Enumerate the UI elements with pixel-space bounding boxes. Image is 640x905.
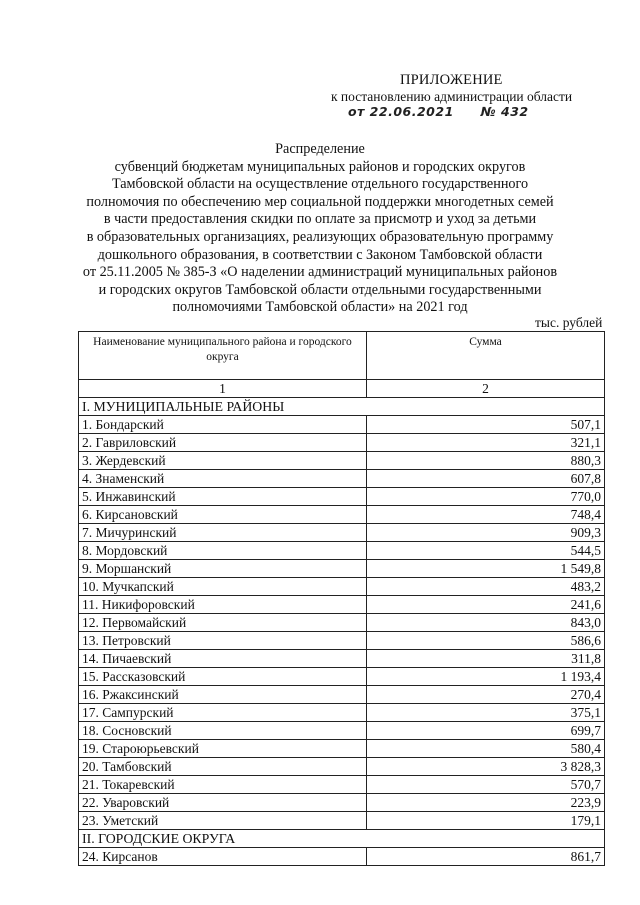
table-row [79,614,605,632]
district-name: 9. Моршанский [79,560,367,578]
table-row [79,506,605,524]
district-name: 10. Мучкапский [79,578,367,596]
subsidy-amount: 586,6 [367,632,605,650]
column-number-row [79,380,605,398]
district-name: 17. Сампурский [79,704,367,722]
subsidy-amount: 321,1 [367,434,605,452]
subsidy-table [78,331,605,866]
subsidy-amount: 311,8 [367,650,605,668]
table-row [79,812,605,830]
section-title: II. ГОРОДСКИЕ ОКРУГА [79,830,605,848]
table-row [79,776,605,794]
subsidy-amount: 223,9 [367,794,605,812]
table-row [79,704,605,722]
document-title [60,141,580,317]
section-row [79,830,605,848]
subsidy-amount: 241,6 [367,596,605,614]
table-row [79,722,605,740]
header-sum: Сумма [367,332,605,380]
table-row [79,632,605,650]
district-name: 24. Кирсанов [79,848,367,866]
table-row [79,686,605,704]
handwritten-number: № 432 [480,104,529,119]
district-name: 6. Кирсановский [79,506,367,524]
district-name: 11. Никифоровский [79,596,367,614]
table-row [79,560,605,578]
district-name: 12. Первомайский [79,614,367,632]
units-label: тыс. рублей [535,315,603,330]
subsidy-amount: 909,3 [367,524,605,542]
table-row [79,668,605,686]
table-row [79,434,605,452]
table-row [79,578,605,596]
district-name: 8. Мордовский [79,542,367,560]
header-name: Наименование муниципального района и городского округа [79,332,367,380]
district-name: 15. Рассказовский [79,668,367,686]
subsidy-amount: 375,1 [367,704,605,722]
table-row [79,452,605,470]
document-title-line: дошкольного образования, в соответствии с Законом Тамбовской области [97,246,543,263]
district-name: 3. Жердевский [79,452,367,470]
district-name: 4. Знаменский [79,470,367,488]
district-name: 20. Тамбовский [79,758,367,776]
subsidy-amount: 607,8 [367,470,605,488]
subsidy-amount: 861,7 [367,848,605,866]
subsidy-amount: 3 828,3 [367,758,605,776]
district-name: 7. Мичуринский [79,524,367,542]
district-name: 16. Ржаксинский [79,686,367,704]
appendix-subtitle: к постановлению администрации области [331,89,573,104]
table-row [79,758,605,776]
document-title-line: субвенций бюджетам муниципальных районов и городских округов [114,158,526,175]
table-header-row [79,332,605,380]
subsidy-amount: 580,4 [367,740,605,758]
table-row [79,740,605,758]
table-row [79,650,605,668]
subsidy-amount: 544,5 [367,542,605,560]
district-name: 18. Сосновский [79,722,367,740]
appendix-title: ПРИЛОЖЕНИЕ [400,72,503,88]
document-title-line: и городских округов Тамбовской области отдельными государственными [98,281,542,298]
table-row [79,542,605,560]
column-number-1: 1 [79,380,367,398]
district-name: 14. Пичаевский [79,650,367,668]
subsidy-amount: 570,7 [367,776,605,794]
table-row [79,416,605,434]
subsidy-amount: 179,1 [367,812,605,830]
table-row [79,794,605,812]
district-name: 5. Инжавинский [79,488,367,506]
subsidy-amount: 1 193,4 [367,668,605,686]
handwritten-date-number [348,104,529,119]
table-row [79,524,605,542]
document-title-line: полномочиями Тамбовской области» на 2021 год [172,299,468,316]
district-name: 22. Уваровский [79,794,367,812]
subsidy-amount: 507,1 [367,416,605,434]
section-title: I. МУНИЦИПАЛЬНЫЕ РАЙОНЫ [79,398,605,416]
subsidy-amount: 770,0 [367,488,605,506]
subsidy-amount: 880,3 [367,452,605,470]
document-title-line: Тамбовской области на осуществление отдельного государственного [111,176,529,193]
subsidy-amount: 748,4 [367,506,605,524]
table-row [79,596,605,614]
district-name: 1. Бондарский [79,416,367,434]
subsidy-amount: 1 549,8 [367,560,605,578]
document-title-line: полномочия по обеспечению мер социальной поддержки многодетных семей [86,193,554,210]
district-name: 19. Староюрьевский [79,740,367,758]
table-row [79,488,605,506]
document-title-line: от 25.11.2005 № 385-З «О наделении администраций муниципальных районов [82,264,558,281]
document-title-line: в части предоставления скидки по оплате за присмотр и уход за детьми [103,211,537,228]
document-title-line: Распределение [275,141,365,157]
column-number-2: 2 [367,380,605,398]
subsidy-amount: 483,2 [367,578,605,596]
subsidy-amount: 699,7 [367,722,605,740]
table-row [79,470,605,488]
district-name: 13. Петровский [79,632,367,650]
section-row [79,398,605,416]
handwritten-date: от 22.06.2021 [348,104,454,119]
subsidy-amount: 270,4 [367,686,605,704]
district-name: 2. Гавриловский [79,434,367,452]
table-row [79,848,605,866]
document-title-line: в образовательных организациях, реализующих образовательную программу [86,228,554,245]
subsidy-amount: 843,0 [367,614,605,632]
district-name: 23. Уметский [79,812,367,830]
district-name: 21. Токаревский [79,776,367,794]
